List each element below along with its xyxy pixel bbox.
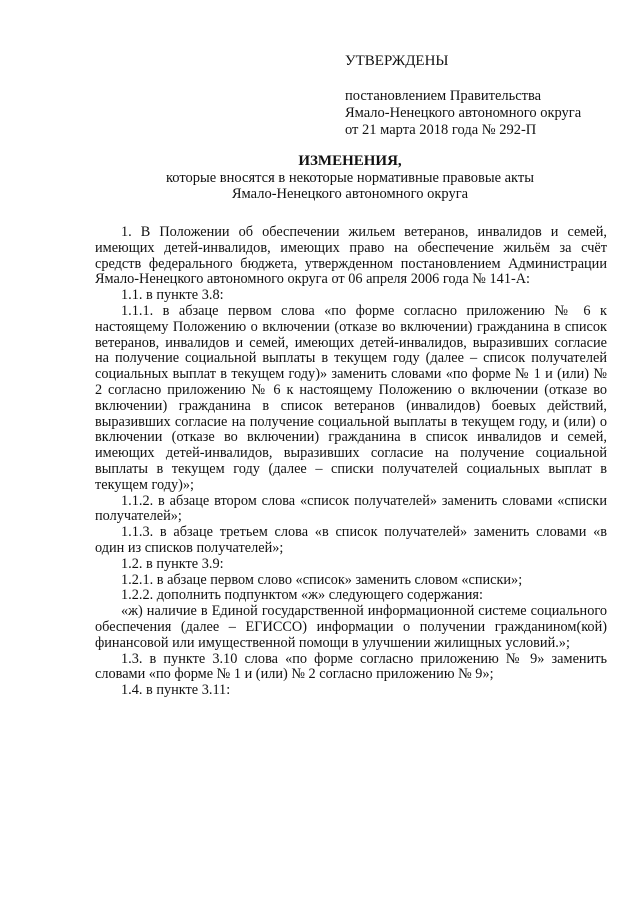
- approval-line-1: постановлением Правительства: [345, 88, 542, 104]
- paragraph-1: 1. В Положении об обеспечении жильем ветеранов, инвалидов и семей, имеющих детей-инвалидов, имеющих право на обеспечение жильём за счёт средств федерального бюджета, утвержденном постановлением Администрации Ямало-Ненецкого автономного округа от 06 апреля 2006 года № 141-А:: [95, 224, 607, 288]
- document-heading: [90, 153, 610, 202]
- approval-line-2: Ямало-Ненецкого автономного округа: [345, 105, 582, 121]
- paragraph-1-2-2: 1.2.2. дополнить подпунктом «ж» следующего содержания:: [121, 587, 483, 604]
- document-subtitle-line-2: Ямало-Ненецкого автономного округа: [231, 186, 469, 202]
- approval-stamp: [345, 53, 625, 139]
- paragraph-1-3: 1.3. в пункте 3.10 слова «по форме согласно приложению № 9» заменить словами «по форме № 1 и (или) № 2 согласно приложению № 9»;: [95, 650, 607, 683]
- document-subtitle-line-1: которые вносятся в некоторые нормативные правовые акты: [165, 170, 534, 186]
- paragraph-1-1-2: 1.1.2. в абзаце втором слова «список получателей» заменить словами «списки получателей»;: [95, 492, 607, 525]
- document-body: [95, 225, 607, 699]
- paragraph-1-2-1: 1.2.1. в абзаце первом слово «список» заменить словом «списки»;: [121, 571, 523, 588]
- paragraph-1-4: 1.4. в пункте 3.11:: [121, 682, 231, 699]
- paragraph-1-1-1: 1.1.1. в абзаце первом слова «по форме согласно приложению № 6 к настоящему Положению о включении (отказе во включении) гражданина в список ветеранов, инвалидов и семей, имеющих детей-инвалидов, выразивших согласие на получение социальной выплаты в текущем году (далее – список получателей социальных выплат в текущем году)» заменить словами «по форме № 1 и (или) № 2 согласно приложению № 6 к настоящему Положению о включении (отказе во включении) гражданина в список ветеранов (инвалидов) боевых действий, выразивших согласие на получение социальной выплаты в текущем году, и (или) о включении (отказе во включении) гражданина в список инвалидов и семей, имеющих детей-инвалидов, выразивших согласие на получение социальной выплаты в текущем году (далее – списки получателей социальных выплат в текущем году)»;: [95, 302, 607, 493]
- document-title: ИЗМЕНЕНИЯ,: [298, 153, 402, 169]
- approval-title: УТВЕРЖДЕНЫ: [345, 53, 449, 69]
- approval-line-3: от 21 марта 2018 года № 292-П: [345, 122, 537, 138]
- paragraph-zh: «ж) наличие в Единой государственной информационной системе социального обеспечения (далее – ЕГИССО) информации о получении гражданином(кой) финансовой или имущественной помощи в улучшении жилищных условий.»;: [95, 603, 607, 651]
- paragraph-1-1-3: 1.1.3. в абзаце третьем слова «в список получателей» заменить словами «в один из списков получателей»;: [95, 524, 607, 556]
- paragraph-1-2: 1.2. в пункте 3.9:: [121, 555, 224, 572]
- paragraph-1-1: 1.1. в пункте 3.8:: [121, 287, 224, 304]
